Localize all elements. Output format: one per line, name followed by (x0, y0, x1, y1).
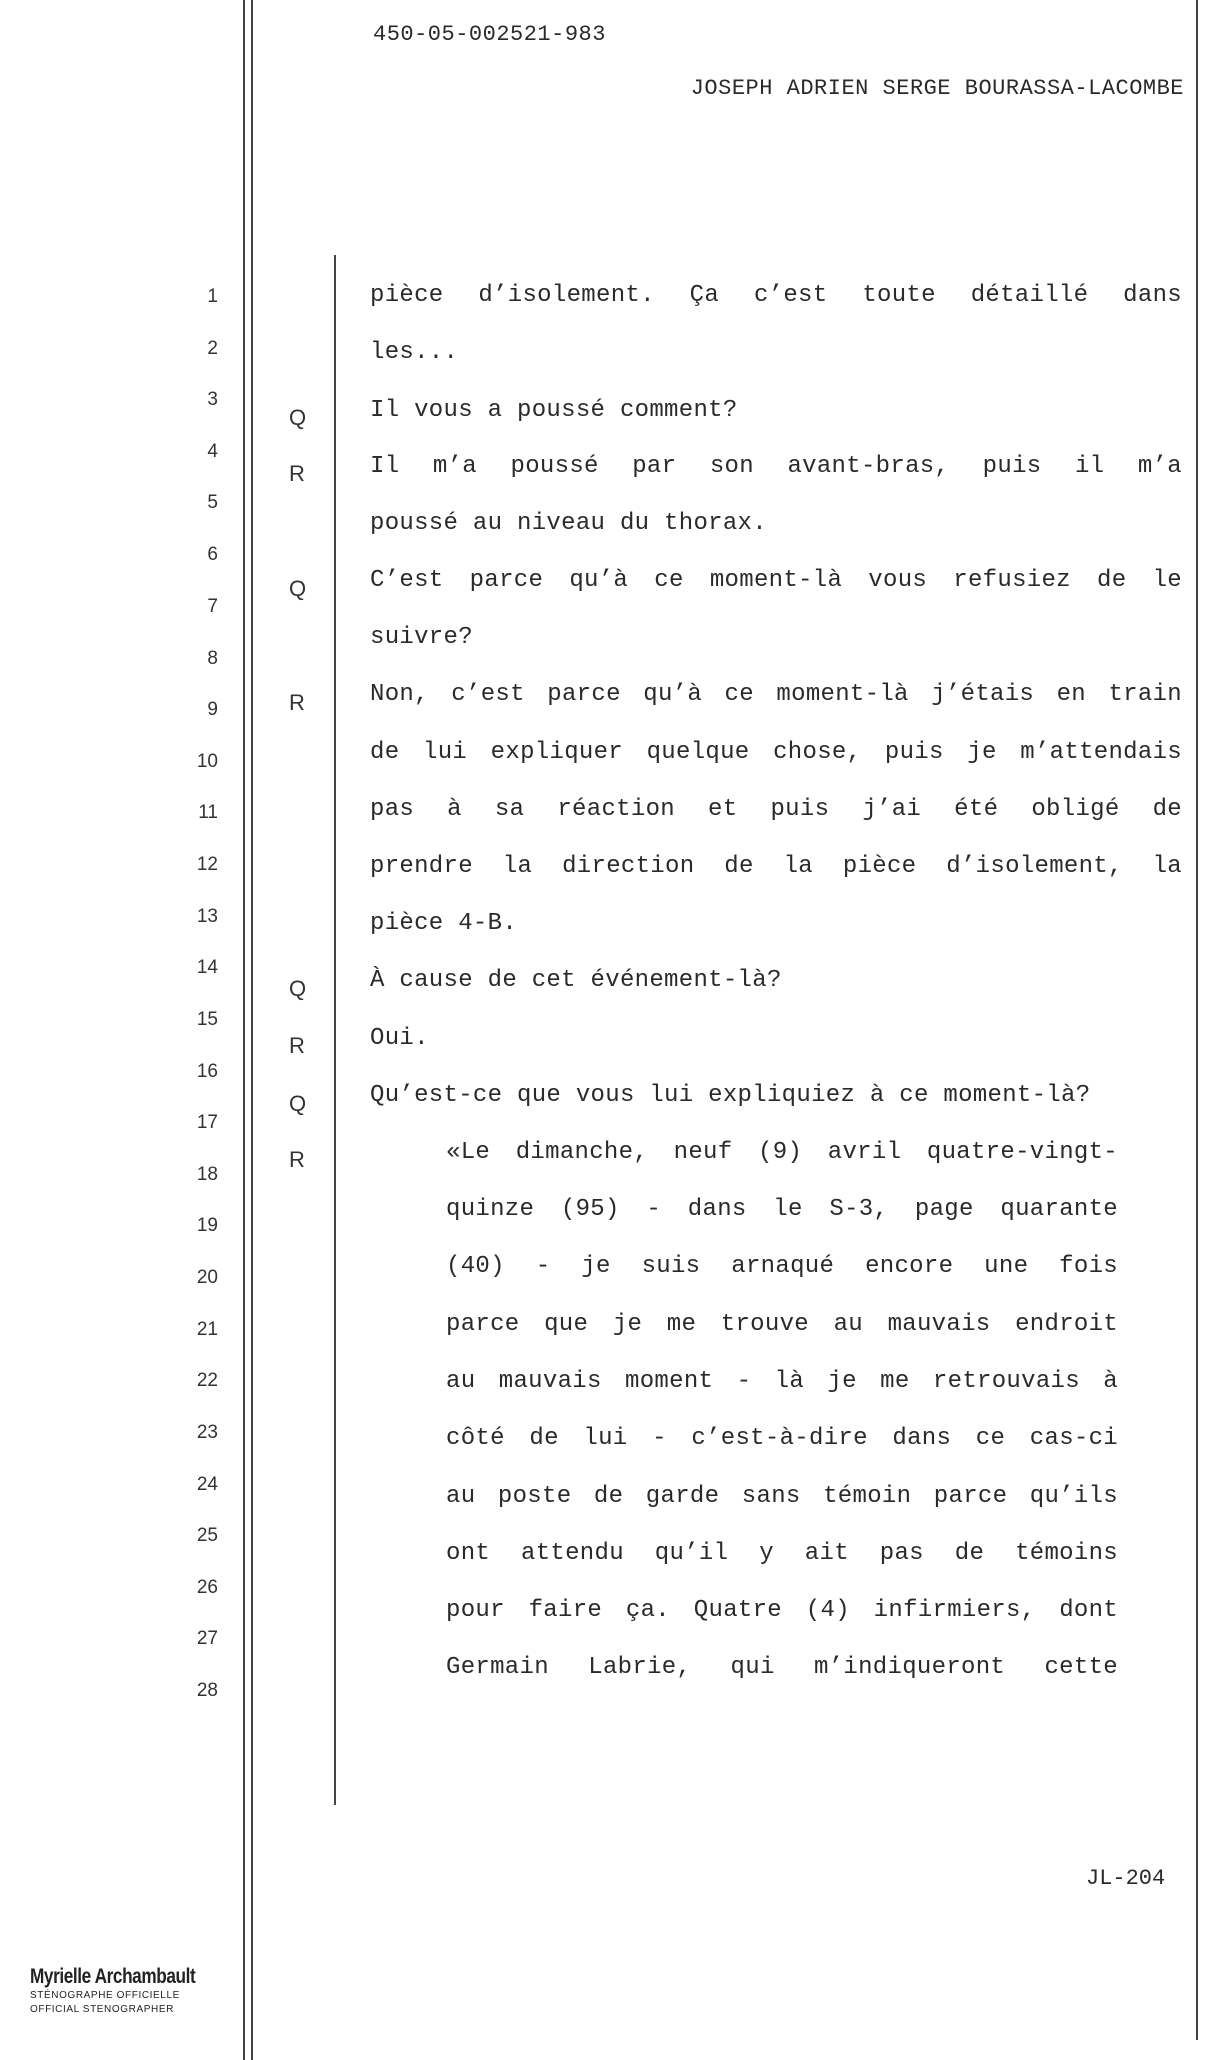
question-marker: Q (289, 976, 307, 1001)
line-number: 2 (207, 338, 218, 359)
line-number: 17 (196, 1112, 218, 1133)
line-number: 8 (207, 648, 218, 669)
quoted-line: parce que je me trouve au mauvais endroit (446, 1311, 1118, 1338)
quoted-line: côté de lui - c’est-à-dire dans ce cas-ci (446, 1425, 1118, 1452)
stenographer-name: Myrielle Archambault (30, 1965, 196, 1988)
left-margin-rule-outer (243, 0, 245, 2060)
case-number: 450-05-002521-983 (373, 22, 606, 47)
transcript-line: pas à sa réaction et puis j’ai été obligé de (370, 796, 1182, 823)
answer-marker: R (289, 1033, 305, 1058)
transcript-line: Non, c’est parce qu’à ce moment-là j’étais en train (370, 681, 1182, 708)
transcript-line: poussé au niveau du thorax. (370, 510, 767, 537)
line-number: 11 (198, 802, 218, 823)
line-number: 21 (196, 1319, 218, 1340)
page-code: JL-204 (1086, 1866, 1166, 1891)
line-number: 19 (196, 1215, 218, 1236)
line-number: 27 (196, 1628, 218, 1649)
transcript-line: pièce d’isolement. Ça c’est toute détaillé dans (370, 282, 1182, 309)
transcript-line: suivre? (370, 624, 473, 651)
answer-marker: R (289, 1147, 305, 1172)
transcript-line: Oui. (370, 1025, 429, 1052)
transcript-line: À cause de cet événement-là? (370, 967, 782, 994)
quoted-line: au poste de garde sans témoin parce qu’ils (446, 1483, 1118, 1510)
quoted-line: ont attendu qu’il y ait pas de témoins (446, 1540, 1118, 1567)
question-marker: Q (289, 1091, 307, 1116)
line-number: 7 (207, 596, 218, 617)
transcript-line: prendre la direction de la pièce d’isolement, la (370, 853, 1182, 880)
quoted-line: pour faire ça. Quatre (4) infirmiers, dont (446, 1597, 1118, 1624)
answer-marker: R (289, 461, 305, 486)
line-number: 1 (207, 286, 218, 307)
transcript-line: de lui expliquer quelque chose, puis je m’attendais (370, 739, 1182, 766)
transcript-line: C’est parce qu’à ce moment-là vous refusiez de le (370, 567, 1182, 594)
line-number: 6 (207, 544, 218, 565)
line-number: 15 (196, 1009, 218, 1030)
line-number: 24 (196, 1474, 218, 1495)
line-number: 23 (196, 1422, 218, 1443)
quoted-line: quinze (95) - dans le S-3, page quarante (446, 1196, 1118, 1223)
line-number: 9 (207, 699, 218, 720)
line-number: 3 (207, 389, 218, 410)
quoted-line: au mauvais moment - là je me retrouvais à (446, 1368, 1118, 1395)
transcript-line: Il m’a poussé par son avant-bras, puis il m’a (370, 453, 1182, 480)
line-number: 26 (196, 1577, 218, 1598)
line-number: 12 (196, 854, 218, 875)
line-number: 5 (207, 492, 218, 513)
witness-name: JOSEPH ADRIEN SERGE BOURASSA-LACOMBE (690, 76, 1184, 101)
line-number: 20 (196, 1267, 218, 1288)
stenographer-stamp (30, 1965, 196, 2017)
left-margin-rule-inner (251, 0, 253, 2060)
quoted-line: (40) - je suis arnaqué encore une fois (446, 1253, 1118, 1280)
line-number: 14 (196, 957, 218, 978)
answer-marker: R (289, 690, 305, 715)
right-margin-rule (1196, 0, 1198, 2040)
transcript-line: Il vous a poussé comment? (370, 397, 738, 424)
transcript-line: Qu’est-ce que vous lui expliquiez à ce moment-là? (370, 1082, 1091, 1109)
line-number: 22 (196, 1370, 218, 1391)
transcript-line: les... (370, 339, 459, 366)
line-number: 4 (207, 441, 218, 462)
qr-column-rule (334, 255, 336, 1805)
line-number: 28 (196, 1680, 218, 1701)
line-number: 18 (196, 1164, 218, 1185)
line-number: 25 (196, 1525, 218, 1546)
line-number: 13 (196, 906, 218, 927)
stenographer-title-fr: STÉNOGRAPHE OFFICIELLE (30, 1990, 180, 2001)
question-marker: Q (289, 576, 307, 601)
line-number: 16 (196, 1061, 218, 1082)
question-marker: Q (289, 405, 307, 430)
line-number: 10 (196, 751, 218, 772)
quoted-line: Germain Labrie, qui m’indiqueront cette (446, 1654, 1118, 1681)
quoted-line: «Le dimanche, neuf (9) avril quatre-vingt- (446, 1139, 1118, 1166)
transcript-line: pièce 4-B. (370, 910, 518, 937)
stenographer-title-en: OFFICIAL STENOGRAPHER (30, 2004, 174, 2015)
